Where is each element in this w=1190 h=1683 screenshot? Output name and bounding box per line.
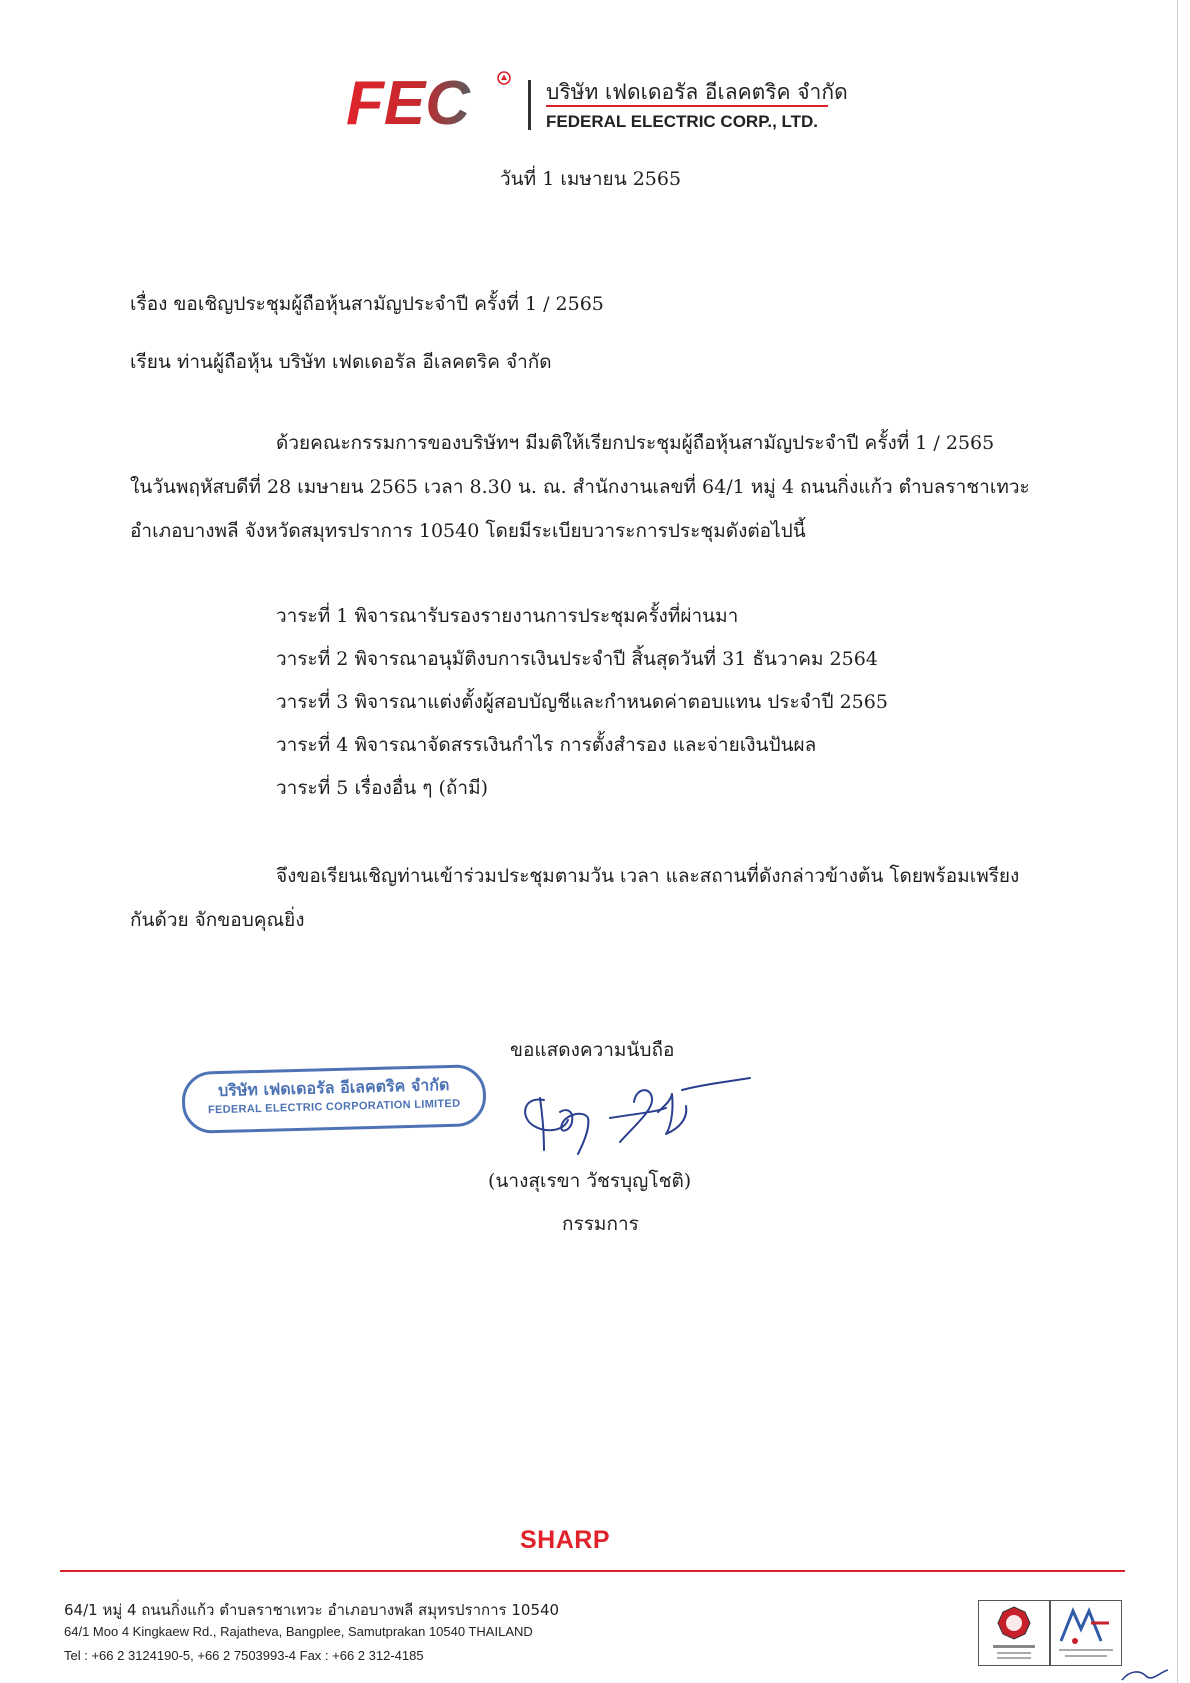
letter-subject: เรื่อง ขอเชิญประชุมผู้ถือหุ้นสามัญประจำปี ครั้งที่ 1 / 2565 (130, 293, 604, 315)
stamp-text-th: บริษัท เฟดเดอรัล อีเลคตริค จำกัด (217, 1074, 450, 1101)
footer-red-rule (60, 1570, 1125, 1572)
company-name-en: FEDERAL ELECTRIC CORP., LTD. (546, 112, 819, 131)
agenda-item: วาระที่ 4 พิจารณาจัดสรรเงินกำไร การตั้งสำรอง และจ่ายเงินปันผล (276, 734, 817, 756)
stamp-text-en: FEDERAL ELECTRIC CORPORATION LIMITED (207, 1097, 461, 1117)
company-name-th: บริษัท เฟดเดอรัล อีเลคตริค จำกัด (546, 80, 848, 104)
closing-line: กันด้วย จักขอบคุณยิ่ง (130, 909, 305, 931)
agenda-item: วาระที่ 2 พิจารณาอนุมัติงบการเงินประจำปี สิ้นสุดวันที่ 31 ธันวาคม 2564 (276, 648, 878, 670)
iso-certification-badge-icon (978, 1600, 1050, 1666)
closing-line: จึงขอเรียนเชิญท่านเข้าร่วมประชุมตามวัน เวลา และสถานที่ดังกล่าวข้างต้น โดยพร้อมเพรียง (276, 865, 1020, 887)
logo-text: FEC (346, 70, 470, 134)
footer-contact: Tel : +66 2 3124190-5, +66 2 7503993-4 Fax : +66 2 312-4185 (64, 1648, 424, 1663)
agenda-item: วาระที่ 5 เรื่องอื่น ๆ (ถ้ามี) (276, 777, 489, 799)
letter-date: วันที่ 1 เมษายน 2565 (500, 168, 682, 190)
company-stamp (181, 1064, 487, 1134)
agenda-item: วาระที่ 1 พิจารณารับรองรายงานการประชุมครั้งที่ผ่านมา (276, 605, 739, 627)
body-line: อำเภอบางพลี จังหวัดสมุทรปราการ 10540 โดยมีระเบียบวาระการประชุมดังต่อไปนี้ (130, 520, 806, 542)
sharp-brand-logo: SHARP (520, 1526, 611, 1554)
signer-title: กรรมการ (562, 1213, 639, 1235)
letterhead-red-rule (546, 105, 828, 107)
agenda-item: วาระที่ 3 พิจารณาแต่งตั้งผู้สอบบัญชีและกำหนดค่าตอบแทน ประจำปี 2565 (276, 691, 888, 713)
letter-salutation: เรียน ท่านผู้ถือหุ้น บริษัท เฟดเดอรัล อีเลคตริค จำกัด (130, 351, 552, 373)
footer-address-en: 64/1 Moo 4 Kingkaew Rd., Rajatheva, Bangplee, Samutprakan 10540 THAILAND (64, 1624, 533, 1639)
signature (514, 1072, 754, 1162)
accreditation-badge-icon (1050, 1600, 1122, 1666)
corner-initial-mark (1120, 1668, 1170, 1683)
regards-text: ขอแสดงความนับถือ (510, 1039, 675, 1061)
body-line: ในวันพฤหัสบดีที่ 28 เมษายน 2565 เวลา 8.30 น. ณ. สำนักงานเลขที่ 64/1 หมู่ 4 ถนนกิ่งแก้ว ตำบลราชาเทวะ (130, 476, 1030, 498)
letterhead-divider (528, 80, 531, 130)
page-edge (1177, 0, 1178, 1683)
body-line: ด้วยคณะกรรมการของบริษัทฯ มีมติให้เรียกประชุมผู้ถือหุ้นสามัญประจำปี ครั้งที่ 1 / 2565 (276, 432, 995, 454)
fec-logo (344, 70, 512, 134)
footer-address-th: 64/1 หมู่ 4 ถนนกิ่งแก้ว ตำบลราชาเทวะ อำเภอบางพลี สมุทรปราการ 10540 (64, 1601, 560, 1619)
signer-name: (นางสุเรขา วัชรบุญโชติ) (488, 1170, 692, 1192)
